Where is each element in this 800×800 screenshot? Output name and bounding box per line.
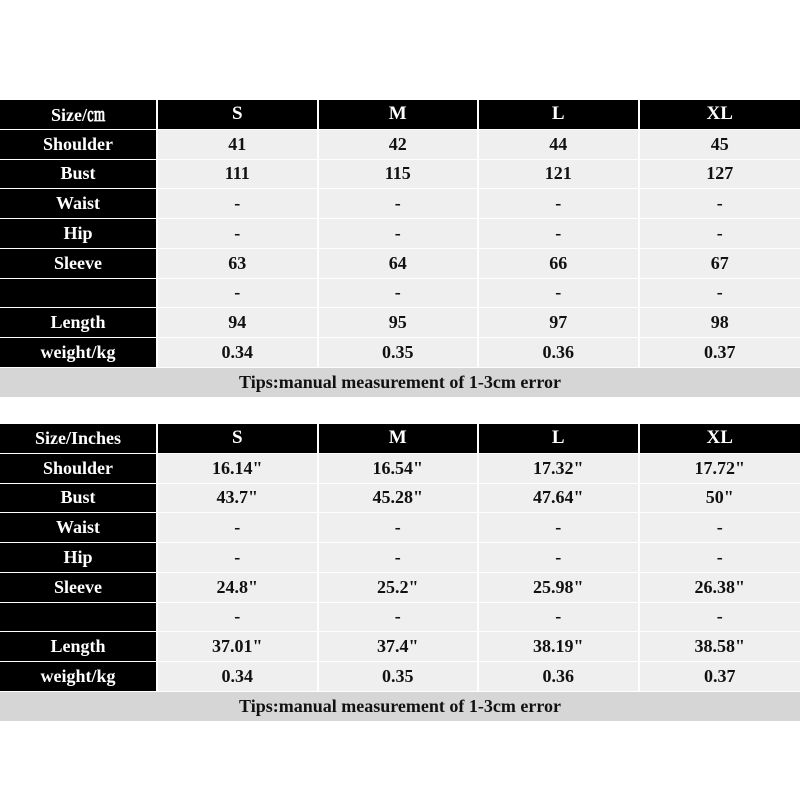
row-label: Length — [0, 632, 158, 662]
table-cell: 47.64" — [479, 484, 640, 514]
table-cell: 0.36 — [479, 338, 640, 368]
row-label — [0, 603, 158, 633]
table-row-hip — [0, 543, 800, 573]
table-cell: 0.34 — [158, 662, 319, 692]
table-cell: 63 — [158, 249, 319, 279]
size-header-l: L — [479, 100, 640, 130]
table-row-blank — [0, 279, 800, 309]
table-cell: 64 — [319, 249, 480, 279]
header-label: Size/㎝ — [0, 100, 158, 130]
table-cell: 127 — [640, 160, 800, 190]
table-cell: 43.7" — [158, 484, 319, 514]
size-header-xl: XL — [640, 100, 800, 130]
size-header-s: S — [158, 100, 319, 130]
table-cell: - — [158, 543, 319, 573]
table-header-row — [0, 424, 800, 454]
table-row-length — [0, 632, 800, 662]
size-header-xl: XL — [640, 424, 800, 454]
tips-note: Tips:manual measurement of 1-3cm error — [0, 368, 800, 397]
table-row-sleeve — [0, 249, 800, 279]
table-cell: - — [479, 543, 640, 573]
table-cell: - — [319, 513, 480, 543]
table-cell: - — [640, 219, 800, 249]
table-cell: - — [479, 279, 640, 309]
table-cell: 25.98" — [479, 573, 640, 603]
table-cell: 66 — [479, 249, 640, 279]
table-cell: 37.01" — [158, 632, 319, 662]
table-cell: 42 — [319, 130, 480, 160]
table-row-weight — [0, 338, 800, 368]
table-cell: 38.58" — [640, 632, 800, 662]
row-label — [0, 279, 158, 309]
row-label: Bust — [0, 484, 158, 514]
table-row-shoulder — [0, 130, 800, 160]
table-cell: - — [319, 603, 480, 633]
row-label: Waist — [0, 189, 158, 219]
table-cell: - — [158, 279, 319, 309]
table-cell: - — [640, 603, 800, 633]
header-label: Size/Inches — [0, 424, 158, 454]
row-label: Shoulder — [0, 130, 158, 160]
table-row-sleeve — [0, 573, 800, 603]
row-label: Sleeve — [0, 573, 158, 603]
table-cell: - — [158, 603, 319, 633]
table-cell: 16.54" — [319, 454, 480, 484]
table-cell: 17.72" — [640, 454, 800, 484]
table-row-blank — [0, 603, 800, 633]
table-cell: 45 — [640, 130, 800, 160]
table-cell: - — [319, 279, 480, 309]
row-label: weight/kg — [0, 662, 158, 692]
table-row-bust — [0, 484, 800, 514]
table-cell: - — [640, 513, 800, 543]
table-row-length — [0, 308, 800, 338]
row-label: Bust — [0, 160, 158, 190]
size-header-l: L — [479, 424, 640, 454]
table-cell: 41 — [158, 130, 319, 160]
table-cell: 94 — [158, 308, 319, 338]
table-cell: 25.2" — [319, 573, 480, 603]
table-row-shoulder — [0, 454, 800, 484]
row-label: Hip — [0, 219, 158, 249]
table-cell: 16.14" — [158, 454, 319, 484]
table-cell: 0.37 — [640, 338, 800, 368]
row-label: Sleeve — [0, 249, 158, 279]
table-cell: - — [479, 189, 640, 219]
table-row-bust — [0, 160, 800, 190]
row-label: Waist — [0, 513, 158, 543]
table-cell: 0.37 — [640, 662, 800, 692]
table-cell: 0.35 — [319, 662, 480, 692]
row-label: Shoulder — [0, 454, 158, 484]
table-cell: 38.19" — [479, 632, 640, 662]
table-header-row — [0, 100, 800, 130]
table-cell: 17.32" — [479, 454, 640, 484]
size-header-m: M — [319, 100, 480, 130]
tips-note: Tips:manual measurement of 1-3cm error — [0, 692, 800, 721]
row-label: Length — [0, 308, 158, 338]
table-cell: - — [158, 513, 319, 543]
table-cell: - — [319, 189, 480, 219]
table-row-hip — [0, 219, 800, 249]
table-cell: 97 — [479, 308, 640, 338]
table-cell: 50" — [640, 484, 800, 514]
table-cell: 24.8" — [158, 573, 319, 603]
table-cell: - — [479, 219, 640, 249]
table-cell: 0.34 — [158, 338, 319, 368]
table-cell: - — [640, 279, 800, 309]
table-cell: 45.28" — [319, 484, 480, 514]
table-cell: 0.35 — [319, 338, 480, 368]
row-label: weight/kg — [0, 338, 158, 368]
table-cell: 26.38" — [640, 573, 800, 603]
size-table-inches — [0, 424, 800, 721]
table-cell: 98 — [640, 308, 800, 338]
size-header-s: S — [158, 424, 319, 454]
table-cell: - — [479, 603, 640, 633]
table-cell: - — [640, 543, 800, 573]
table-cell: - — [319, 219, 480, 249]
table-cell: - — [158, 219, 319, 249]
table-cell: 115 — [319, 160, 480, 190]
table-cell: - — [640, 189, 800, 219]
table-cell: 44 — [479, 130, 640, 160]
table-cell: 111 — [158, 160, 319, 190]
table-cell: 121 — [479, 160, 640, 190]
table-cell: 0.36 — [479, 662, 640, 692]
table-cell: 95 — [319, 308, 480, 338]
size-header-m: M — [319, 424, 480, 454]
table-cell: 67 — [640, 249, 800, 279]
table-row-weight — [0, 662, 800, 692]
table-cell: - — [479, 513, 640, 543]
table-cell: - — [319, 543, 480, 573]
table-row-waist — [0, 189, 800, 219]
table-cell: 37.4" — [319, 632, 480, 662]
row-label: Hip — [0, 543, 158, 573]
table-cell: - — [158, 189, 319, 219]
size-table-cm — [0, 100, 800, 397]
table-row-waist — [0, 513, 800, 543]
